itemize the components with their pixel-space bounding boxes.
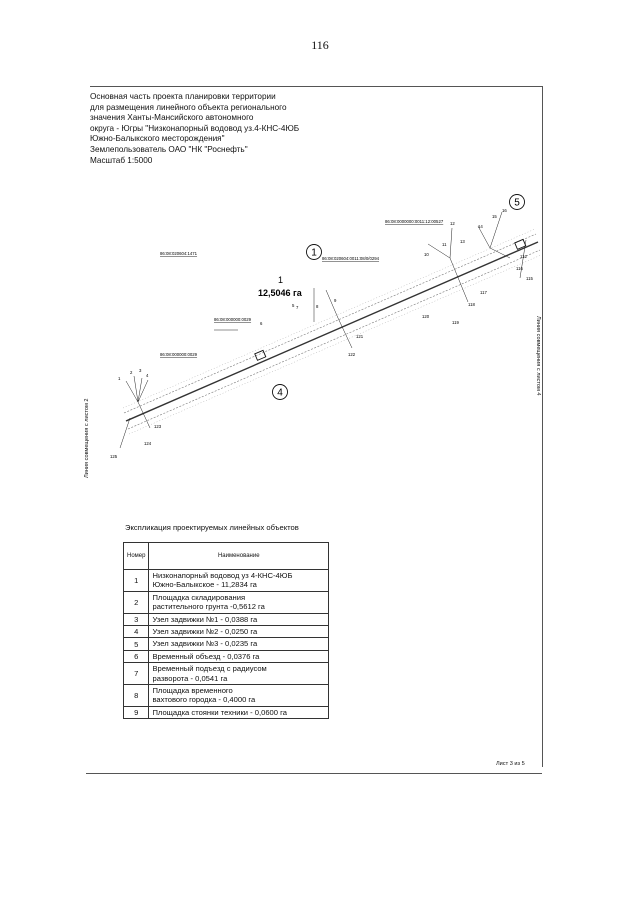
sheet-label: Лист 3 из 5 bbox=[496, 761, 525, 767]
point-label: 123 bbox=[154, 424, 162, 429]
row-name: Узел задвижки №1 - 0,0388 га bbox=[149, 613, 329, 625]
row-name: Площадка стоянки техники - 0,0600 га bbox=[149, 706, 329, 718]
point-label: 117 bbox=[480, 290, 487, 295]
parcel-number: 1 bbox=[278, 275, 284, 285]
table-header-row bbox=[124, 543, 329, 570]
point-label: 6 bbox=[260, 321, 263, 326]
point-label: 12 bbox=[450, 221, 455, 226]
explication-title: Экспликация проектируемых линейных объектов bbox=[125, 523, 299, 532]
match-line-left: Линия совмещения с листом 2 bbox=[84, 398, 90, 478]
row-number: 7 bbox=[124, 663, 149, 685]
row-name-line: Южно-Балыкское - 11,2834 га bbox=[152, 580, 257, 590]
row-name-line: разворота - 0,0541 га bbox=[152, 673, 228, 683]
point-labels bbox=[110, 208, 533, 459]
row-name: Узел задвижки №2 - 0,0250 га bbox=[149, 626, 329, 638]
row-name bbox=[149, 591, 329, 613]
point-label: 14 bbox=[478, 224, 483, 229]
header-line: Основная часть проекта планировки территории bbox=[90, 92, 276, 101]
header-line: Масштаб 1:5000 bbox=[90, 155, 153, 165]
drawing-header bbox=[90, 92, 390, 166]
row-name-line: растительного грунта -0,5612 га bbox=[152, 602, 265, 612]
leader-lines bbox=[120, 212, 526, 448]
point-label: 124 bbox=[144, 441, 152, 446]
header-line: Южно-Балыкского месторождения" bbox=[90, 134, 225, 144]
circled-marker-label: 5 bbox=[514, 197, 520, 209]
row-number: 5 bbox=[124, 638, 149, 650]
point-label: 16 bbox=[502, 208, 507, 213]
point-label: 2 bbox=[130, 370, 133, 375]
point-label: 10 bbox=[424, 252, 429, 257]
row-name-line: вахтового городка - 0,4000 га bbox=[152, 695, 256, 705]
cadastral-number: 86:08:000000:0029 bbox=[160, 352, 198, 357]
point-label: 13 bbox=[460, 239, 465, 244]
site-plan-map bbox=[90, 190, 542, 480]
row-name bbox=[149, 570, 329, 592]
cadastral-labels bbox=[160, 219, 444, 357]
table-row bbox=[124, 591, 329, 613]
footer-divider bbox=[86, 773, 542, 774]
match-line-right: Линия совмещения с листом 4 bbox=[535, 316, 541, 396]
row-name: Узел задвижки №3 - 0,0235 га bbox=[149, 638, 329, 650]
row-name-line: Площадка временного bbox=[152, 686, 233, 696]
point-label: 1 bbox=[118, 376, 121, 381]
point-label: 125 bbox=[110, 454, 118, 459]
point-label: 8 bbox=[316, 304, 319, 309]
point-label: 118 bbox=[468, 302, 475, 307]
row-number: 8 bbox=[124, 685, 149, 707]
header-line: округа - Югры "Низконапорный водовод уз.4-КНС-4ЮБ bbox=[90, 123, 300, 133]
point-label: 3 bbox=[139, 368, 142, 373]
table-row bbox=[124, 663, 329, 685]
point-label: 4 bbox=[146, 373, 149, 378]
point-label: 5 bbox=[292, 303, 295, 308]
row-name bbox=[149, 663, 329, 685]
row-number: 1 bbox=[124, 570, 149, 592]
circled-marker-label: 4 bbox=[277, 387, 283, 399]
cadastral-number: 86:08:020604:0011:08/0/0294 bbox=[322, 256, 380, 261]
table-row bbox=[124, 613, 329, 625]
point-label: 9 bbox=[334, 298, 337, 303]
column-header-number: Номер bbox=[124, 543, 149, 570]
row-number: 9 bbox=[124, 706, 149, 718]
point-label: 115 bbox=[526, 276, 533, 281]
row-number: 4 bbox=[124, 626, 149, 638]
parcel-area: 12,5046 га bbox=[258, 288, 302, 298]
row-name: Временный объезд - 0,0376 га bbox=[149, 650, 329, 662]
point-label: 11 bbox=[442, 242, 447, 247]
point-label: 122 bbox=[348, 352, 356, 357]
cadastral-number: 86:08:000000:0029 bbox=[214, 317, 252, 322]
point-label: 7 bbox=[296, 305, 299, 310]
row-name bbox=[149, 685, 329, 707]
row-number: 6 bbox=[124, 650, 149, 662]
row-number: 2 bbox=[124, 591, 149, 613]
point-label: 112 bbox=[520, 254, 527, 259]
point-label: 120 bbox=[422, 314, 430, 319]
header-line: Землепользователь ОАО "НК "Роснефть" bbox=[90, 144, 248, 154]
point-label: 119 bbox=[452, 320, 459, 325]
circled-marker-label: 1 bbox=[311, 247, 317, 259]
table-row bbox=[124, 638, 329, 650]
row-name-line: Площадка складирования bbox=[152, 592, 246, 602]
explication-table bbox=[123, 542, 329, 719]
table-row bbox=[124, 706, 329, 718]
row-number: 3 bbox=[124, 613, 149, 625]
cadastral-number: 86:08:020604:1471 bbox=[160, 251, 198, 256]
table-row bbox=[124, 685, 329, 707]
table-row bbox=[124, 650, 329, 662]
cadastral-number: 86:08:0000000:0011:12:00527 bbox=[385, 219, 444, 224]
header-line: значения Ханты-Мансийского автономного bbox=[90, 113, 254, 123]
page-number: 116 bbox=[311, 38, 329, 52]
point-label: 116 bbox=[516, 266, 523, 271]
row-name-line: Временный подъезд с радиусом bbox=[152, 664, 267, 674]
header-line: для размещения линейного объекта регионального bbox=[90, 102, 287, 112]
table-row bbox=[124, 626, 329, 638]
circled-markers bbox=[273, 195, 525, 400]
row-name-line: Низконапорный водовод уз 4-КНС-4ЮБ bbox=[152, 571, 293, 580]
point-label: 15 bbox=[492, 214, 497, 219]
column-header-name: Наименование bbox=[149, 543, 329, 570]
point-label: 121 bbox=[356, 334, 364, 339]
table-row bbox=[124, 570, 329, 592]
